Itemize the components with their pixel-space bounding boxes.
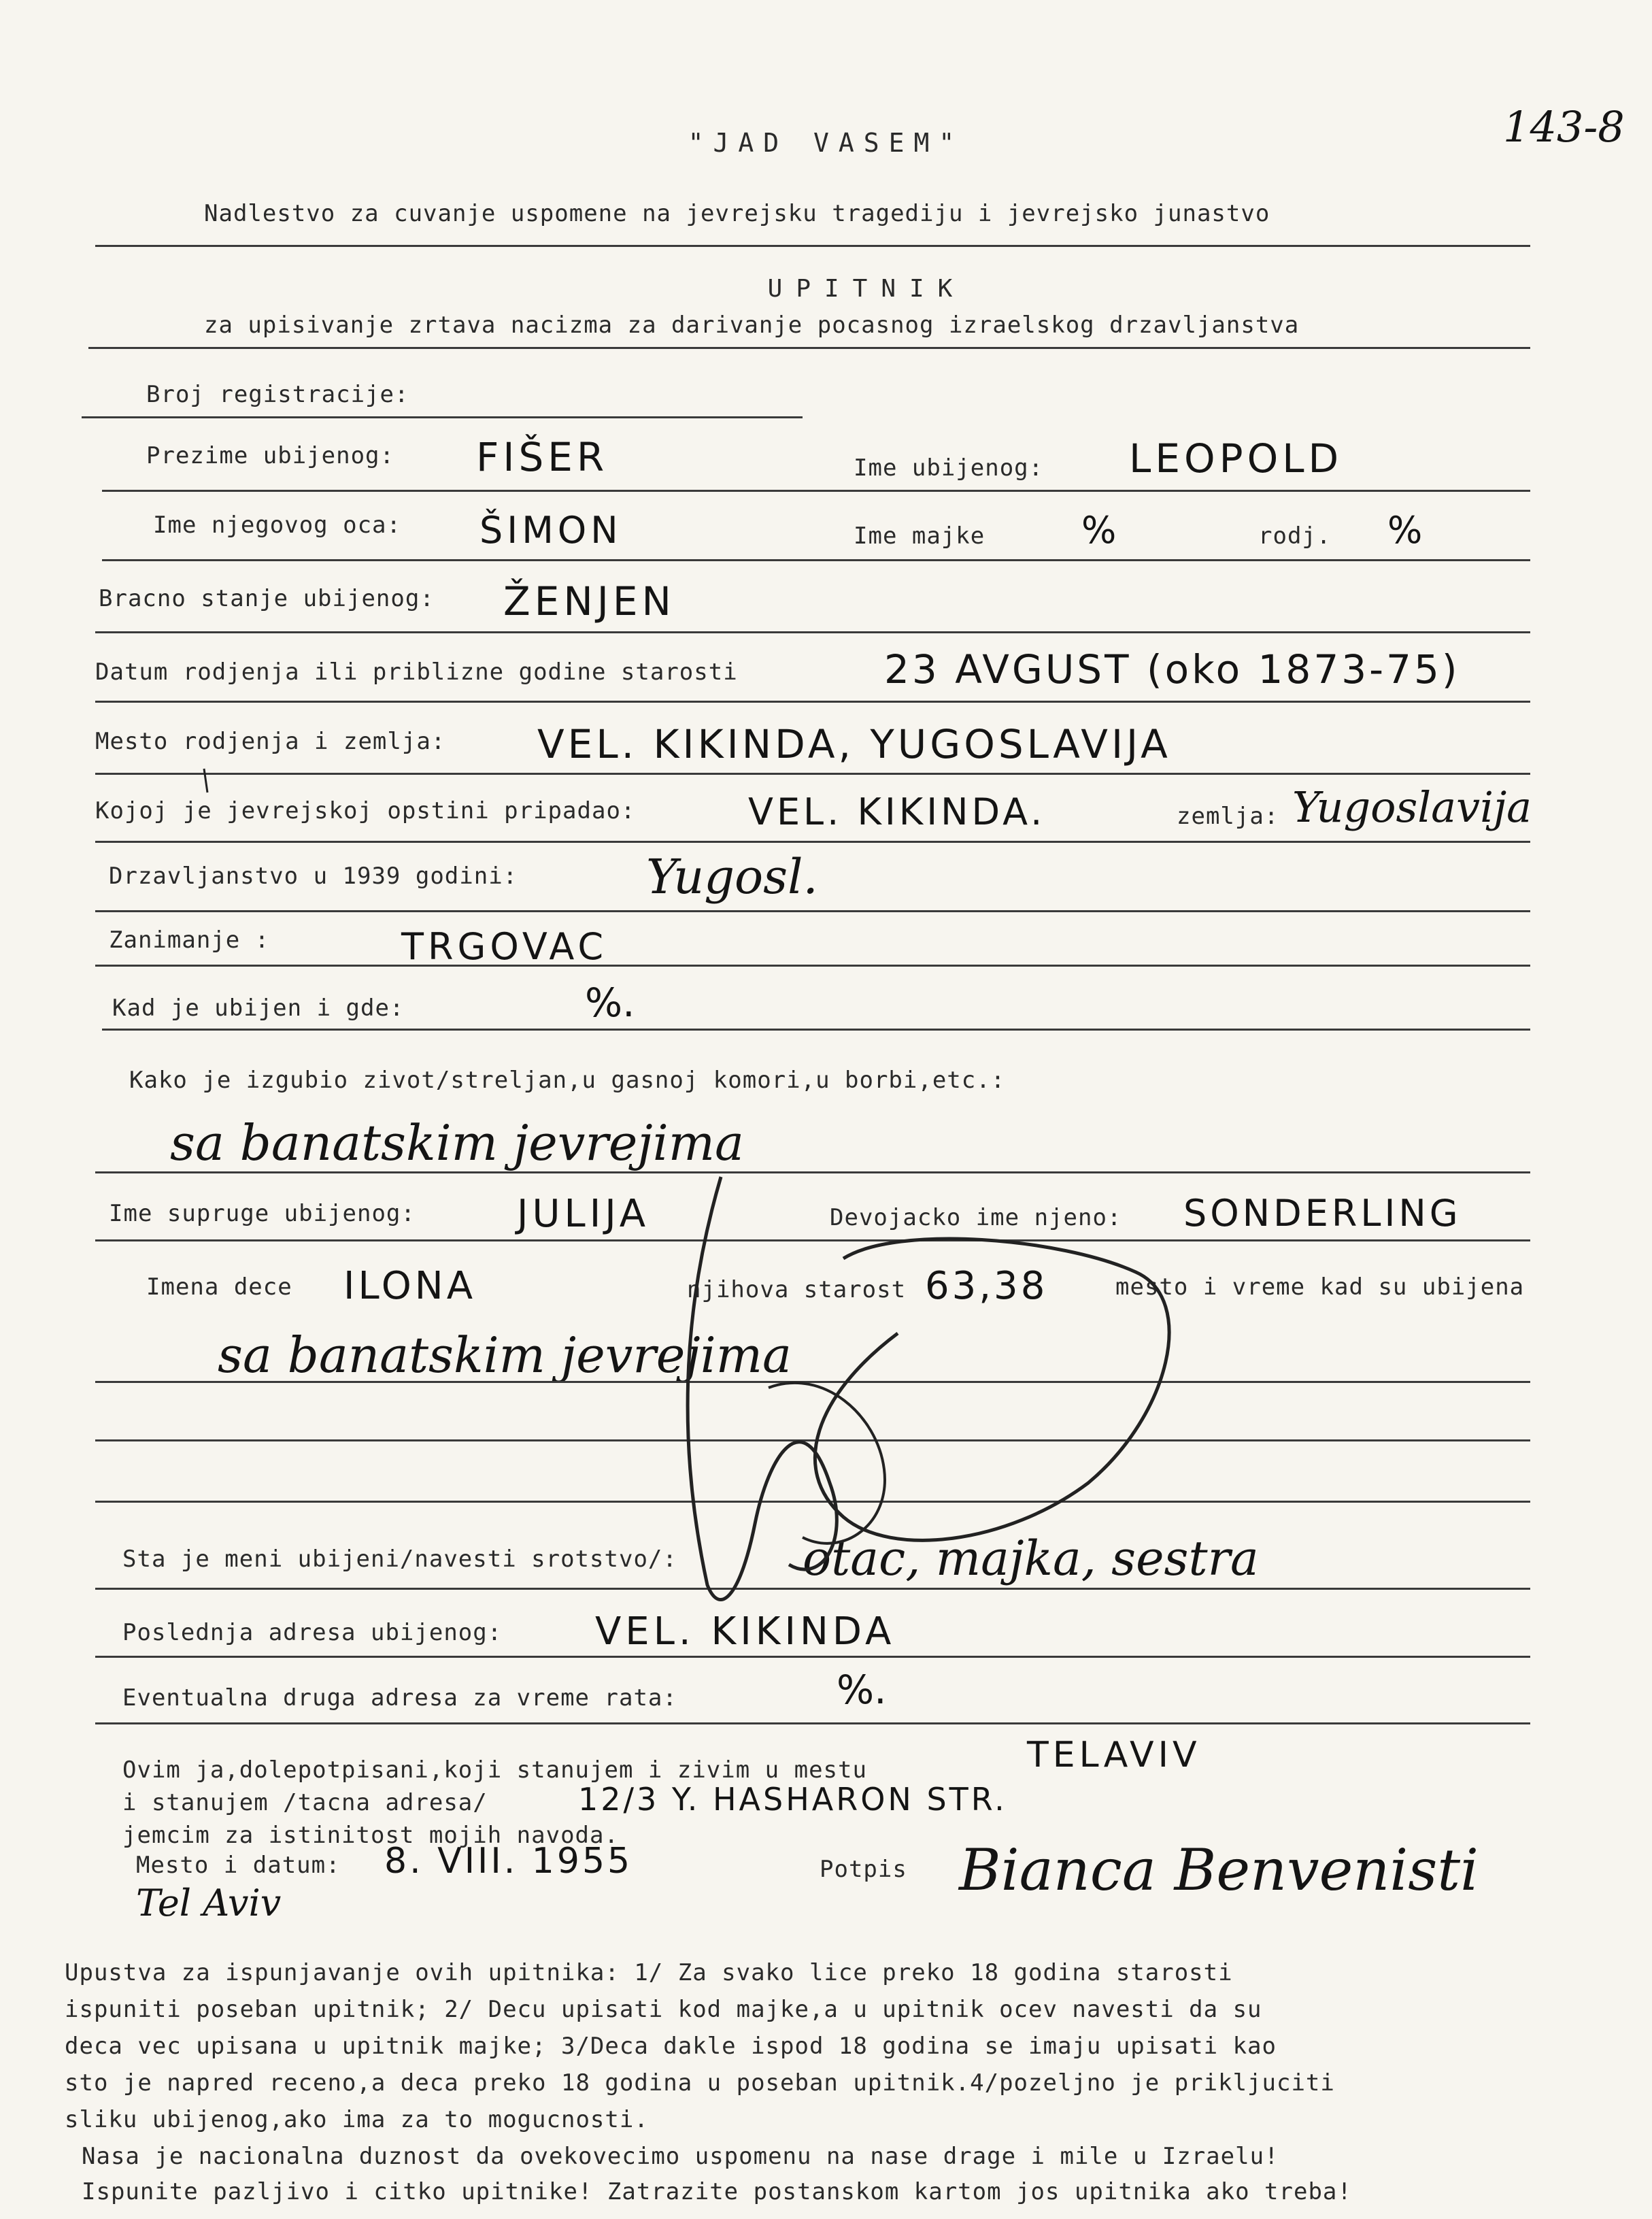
first-name-value: LEOPOLD [1129,435,1343,482]
instruction-line: sliku ubijenog,ako ima za to mogucnosti. [65,2106,649,2133]
children-age-label: njihova starost [687,1276,907,1303]
how-label: Kako je izgubio zivot/streljan,u gasnoj komori,u borbi,etc.: [129,1067,1006,1094]
declaration-line2: i stanujem /tacna adresa/ [122,1789,488,1816]
mother-value: % [1081,509,1117,552]
instruction-line: Upustva za ispunjavanje ovih upitnika: 1/ Za svako lice preko 18 godina starosti [65,1959,1233,1986]
children-value: ILONA [343,1264,476,1308]
form-title: UPITNIK [767,275,966,303]
occupation-value: TRGOVAC [401,925,608,968]
children-place-label: mesto i vreme kad su ubijena [1115,1273,1525,1301]
surname-label: Prezime ubijenog: [146,442,394,469]
scribble-stroke [204,769,207,792]
mother-label: Ime majke [854,522,985,550]
community-label: Kojoj je jevrejskoj opstini pripadao: [95,797,636,824]
death-value: %. [585,980,635,1026]
children-age-value: 63,38 [925,1264,1048,1308]
file-number: 143-8 [1503,102,1625,152]
mother-maiden-label: rodj. [1258,522,1332,550]
institution-title: "JAD VASEM" [688,128,964,158]
father-value: ŠIMON [479,509,622,552]
birth-label: Datum rodjenja ili priblizne godine starosti [95,658,738,686]
how-value: sa banatskim jevrejima [170,1114,744,1171]
registration-label: Broj registracije: [146,381,409,408]
form-subtitle: za upisivanje zrtava nacizma za darivanje pocasnog izraelskog drzavljanstva [204,312,1300,339]
declaration-line1: Ovim ja,dolepotpisani,koji stanujem i zivim u mestu [122,1756,867,1784]
declaration-line3: jemcim za istinitost mojih navoda. [122,1822,619,1849]
surname-value: FIŠER [476,434,609,480]
subtitle: Nadlestvo za cuvanje uspomene na jevrejsku tragediju i jevrejsko junastvo [204,200,1270,227]
spouse-value: JULIJA [517,1192,650,1236]
scribble-stroke [769,1383,885,1544]
mother-maiden-value: % [1387,509,1423,552]
father-label: Ime njegovog oca: [153,512,401,539]
citizenship-label: Drzavljanstvo u 1939 godini: [109,863,518,890]
declaration-city: TELAVIV [1027,1735,1201,1775]
citizenship-value: Yugosl. [646,849,818,905]
scribble-loop [815,1239,1169,1540]
place-date-value: 8. VIII. 1955 [384,1841,633,1882]
instruction-line: sto je napred receno,a deca preko 18 godina u poseban upitnik.4/pozeljno je prikljuciti [65,2069,1335,2097]
country-value: Yugoslavija [1292,782,1532,832]
closing-line-1: Nasa je nacionalna duznost da ovekovecimo uspomenu na nase drage i mile u Izraelu! [82,2143,1279,2170]
spouse-label: Ime supruge ubijenog: [109,1200,416,1227]
community-value: VEL. KIKINDA. [748,790,1046,833]
spouse-maiden-label: Devojacko ime njeno: [830,1204,1122,1231]
relation-label: Sta je meni ubijeni/navesti srotstvo/: [122,1546,677,1573]
birth-value: 23 AVGUST (oko 1873-75) [884,646,1460,693]
declaration-address: 12/3 Y. HASHARON STR. [578,1781,1007,1818]
place-value: Tel Aviv [136,1882,282,1924]
other-address-value: %. [837,1667,887,1713]
relation-value: otac, majka, sestra [803,1531,1259,1586]
country-label: zemlja: [1177,803,1279,830]
other-address-label: Eventualna druga adresa za vreme rata: [122,1684,677,1712]
children-place-value: sa banatskim jevrejima [218,1327,792,1384]
scribble-stroke [688,1177,837,1600]
death-label: Kad je ubijen i gde: [112,995,405,1022]
spouse-maiden-value: SONDERLING [1183,1192,1462,1235]
children-label: Imena dece [146,1273,292,1301]
birthplace-label: Mesto rodjenja i zemlja: [95,728,446,755]
signature-label: Potpis [820,1856,907,1883]
place-date-label: Mesto i datum: [136,1852,341,1879]
birthplace-value: VEL. KIKINDA, YUGOSLAVIJA [537,721,1171,767]
instruction-line: ispuniti poseban upitnik; 2/ Decu upisati kod majke,a u upitnik ocev navesti da su [65,1996,1262,2023]
last-address-label: Poslednja adresa ubijenog: [122,1619,503,1646]
marital-value: ŽENJEN [503,578,675,624]
marital-label: Bracno stanje ubijenog: [99,585,435,612]
last-address-value: VEL. KIKINDA [595,1609,896,1654]
signature-value: Bianca Benvenisti [959,1837,1479,1903]
closing-line-2: Ispunite pazljivo i citko upitnike! Zatrazite postanskom kartom jos upitnika ako treba! [82,2178,1352,2205]
occupation-label: Zanimanje : [109,927,270,954]
instruction-line: deca vec upisana u upitnik majke; 3/Deca dakle ispod 18 godina se imaju upisati kao [65,2033,1277,2060]
first-name-label: Ime ubijenog: [854,454,1044,482]
